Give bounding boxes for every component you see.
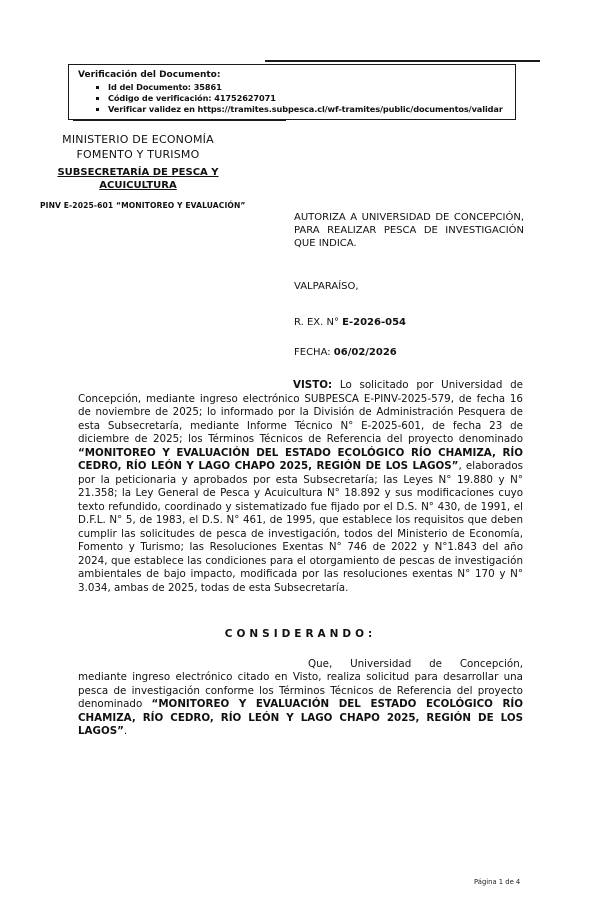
considerando-heading: CONSIDERANDO:	[224, 628, 377, 640]
considerando-paragraph	[78, 658, 523, 739]
page-number: Página 1 de 4	[474, 878, 521, 886]
verification-item-code: ▪ Código de verificación: 41752627071	[108, 93, 511, 104]
letterhead	[32, 133, 244, 192]
verification-box	[68, 64, 516, 120]
verification-title: Verificación del Documento:	[78, 70, 221, 80]
document-body	[78, 379, 523, 739]
date-label: FECHA:	[294, 347, 334, 358]
ministry-name-line2: FOMENTO Y TURISMO	[76, 147, 200, 161]
pinv-reference: PINV E-2025-601 “MONITOREO Y EVALUACIÓN”	[40, 201, 246, 210]
considerando-project-title: “MONITOREO Y EVALUACIÓN DEL ESTADO ECOLÓGICO RÍO CHAMIZA, RÍO CEDRO, RÍO LEÓN Y LAGO CHAPO 2025, REGIÓN DE LOS LAGOS”	[78, 698, 523, 737]
considerando-text-after-title: .	[123, 725, 128, 737]
verification-list	[78, 82, 511, 115]
visto-label: VISTO:	[293, 379, 333, 391]
visto-text-after-title: , elaborados por la peticionaria y aprobados por esta Subsecretaría; las Leyes N° 19.880 y N° 21.358; la Ley General de Pesca y Acuicultura N° 18.892 y sus modificaciones cuyo texto refundido, coordinado y sistematizado fue fijado por el D.S. N° 430, de 1991, el D.F.L. N° 5, de 1983, el D.S. N° 461, de 1995, que establece los requisitos que deben cumplir las solicitudes de pesca de investigación, todos del Ministerio de Economía, Fomento y Turismo; las Resoluciones Exentas N° 746 de 2022 y N°1.843 del año 2024, que establece las condiciones para el otorgamiento de pescas de investigación ambientales de bajo impacto, modificada por las resoluciones exentas N° 170 y N° 3.034, ambas de 2025, todas de esta Subsecretaría.	[78, 460, 523, 594]
resolution-number-line	[294, 317, 406, 328]
visto-paragraph	[78, 379, 523, 595]
ministry-name-line1: MINISTERIO DE ECONOMÍA	[62, 133, 214, 146]
date-value: 06/02/2026	[333, 347, 397, 358]
box-artifact-line-top	[265, 60, 540, 62]
visto-text-before-title: Lo solicitado por Universidad de Concepción, mediante ingreso electrónico SUBPESCA E-PINV-2025-579, de fecha 16 de noviembre de 2025; lo informado por la División de Administración Pesquera de esta Subsecretaría, mediante Informe Técnico N° E-2025-601, de fecha 23 de diciembre de 2025; los Términos Técnicos de Referencia del proyecto denominado	[78, 379, 523, 445]
resolution-number-label: R. EX. N°	[294, 317, 343, 328]
verification-item-url: ▪ Verificar validez en https://tramites.subpesca.cl/wf-tramites/public/documentos/validar	[108, 104, 511, 115]
visto-project-title: “MONITOREO Y EVALUACIÓN DEL ESTADO ECOLÓGICO RÍO CHAMIZA, RÍO CEDRO, RÍO LEÓN Y LAGO CHAPO 2025, REGIÓN DE LOS LAGOS”	[78, 446, 523, 472]
subsecretaria-name: SUBSECRETARÍA DE PESCA Y ACUICULTURA	[57, 167, 219, 191]
city-line: VALPARAÍSO,	[294, 281, 359, 292]
verification-item-id: ▪ Id del Documento: 35861	[108, 82, 511, 93]
considerando-text-before-title: Que, Universidad de Concepción, mediante ingreso electrónico citado en Visto, realiza solicitud para desarrollar una pesca de investigación conforme los Términos Técnicos de Referencia del proyecto denominado	[78, 657, 523, 710]
resolution-subject: AUTORIZA A UNIVERSIDAD DE CONCEPCIÓN, PARA REALIZAR PESCA DE INVESTIGACIÓN QUE INDICA.	[294, 212, 524, 249]
date-line	[294, 347, 397, 358]
resolution-number-value: E-2026-054	[342, 317, 406, 328]
